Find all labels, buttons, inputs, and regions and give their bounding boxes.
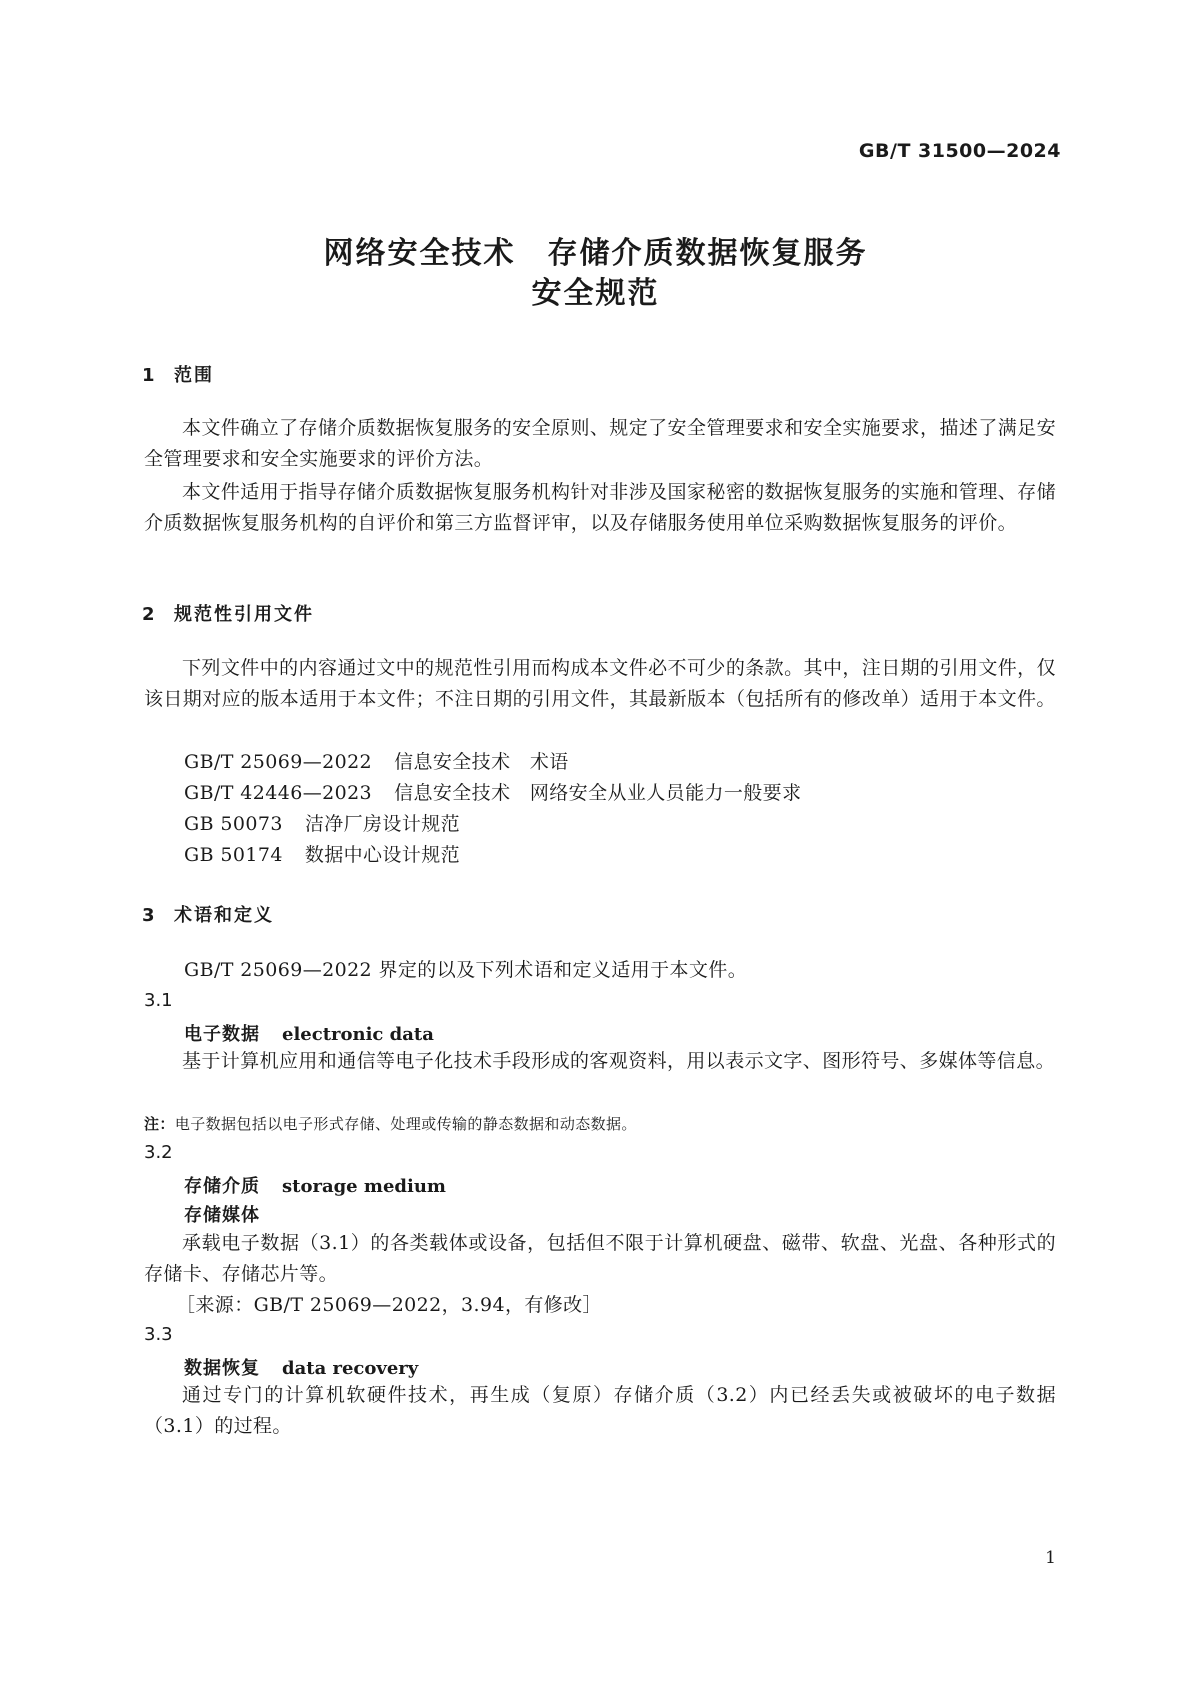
reference-item bbox=[184, 809, 460, 836]
section-3-intro: GB/T 25069—2022 界定的以及下列术语和定义适用于本文件。 bbox=[184, 959, 748, 981]
clause-number: 3.3 bbox=[144, 1324, 173, 1345]
reference-title: 洁净厂房设计规范 bbox=[304, 813, 461, 835]
section-1-paragraph-1: 本文件确立了存储介质数据恢复服务的安全原则、规定了安全管理要求和安全实施要求，描述了满足安全管理要求和安全实施要求的评价方法。 bbox=[144, 417, 1056, 470]
term-en: electronic data bbox=[282, 1024, 434, 1045]
term-note bbox=[144, 1113, 637, 1134]
reference-title: 数据中心设计规范 bbox=[304, 844, 461, 866]
standard-code: GB/T 31500—2024 bbox=[858, 140, 1061, 162]
term-source: ［来源：GB/T 25069—2022，3.94，有修改］ bbox=[176, 1294, 602, 1316]
term-definition: 基于计算机应用和通信等电子化技术手段形成的客观资料，用以表示文字、图形符号、多媒体等信息。 bbox=[182, 1050, 1056, 1072]
section-3-title: 术语和定义 bbox=[174, 905, 274, 926]
reference-code: GB/T 42446—2023 bbox=[184, 782, 373, 804]
section-3-number: 3 bbox=[142, 905, 157, 926]
clause-number: 3.1 bbox=[144, 990, 173, 1011]
section-2-intro: 下列文件中的内容通过文中的规范性引用而构成本文件必不可少的条款。其中，注日期的引用文件，仅该日期对应的版本适用于本文件；不注日期的引用文件，其最新版本（包括所有的修改单）适用于本文件。 bbox=[144, 657, 1056, 710]
clause-number: 3.2 bbox=[144, 1142, 173, 1163]
reference-code: GB 50073 bbox=[184, 813, 283, 835]
reference-item bbox=[184, 778, 801, 805]
document-title-line-1: 网络安全技术 存储介质数据恢复服务 bbox=[323, 236, 868, 271]
term-entry bbox=[184, 1020, 434, 1046]
term-alternative: 存储媒体 bbox=[184, 1205, 260, 1226]
section-1-heading bbox=[142, 361, 214, 387]
term-zh: 电子数据 bbox=[184, 1024, 260, 1045]
term-entry bbox=[184, 1172, 446, 1198]
term-zh: 数据恢复 bbox=[184, 1358, 260, 1379]
section-2-heading bbox=[142, 600, 314, 626]
reference-title: 信息安全技术 术语 bbox=[394, 751, 569, 773]
reference-code: GB/T 25069—2022 bbox=[184, 751, 373, 773]
section-1-paragraph-2: 本文件适用于指导存储介质数据恢复服务机构针对非涉及国家秘密的数据恢复服务的实施和管理、存储介质数据恢复服务机构的自评价和第三方监督评审，以及存储服务使用单位采购数据恢复服务的评价。 bbox=[144, 481, 1056, 534]
reference-item bbox=[184, 840, 460, 867]
term-zh: 存储介质 bbox=[184, 1176, 260, 1197]
term-definition: 承载电子数据（3.1）的各类载体或设备，包括但不限于计算机硬盘、磁带、软盘、光盘、各种形式的存储卡、存储芯片等。 bbox=[144, 1232, 1056, 1285]
document-title-line-2: 安全规范 bbox=[531, 276, 660, 311]
section-2-title: 规范性引用文件 bbox=[174, 604, 314, 625]
section-2-number: 2 bbox=[142, 604, 157, 625]
note-label: 注： bbox=[144, 1115, 175, 1133]
page-number: 1 bbox=[1045, 1548, 1056, 1568]
reference-code: GB 50174 bbox=[184, 844, 283, 866]
term-entry bbox=[184, 1354, 418, 1380]
term-en: data recovery bbox=[282, 1358, 419, 1379]
section-3-heading bbox=[142, 901, 274, 927]
term-en: storage medium bbox=[282, 1176, 446, 1197]
reference-title: 信息安全技术 网络安全从业人员能力一般要求 bbox=[394, 782, 802, 804]
term-definition: 通过专门的计算机软硬件技术，再生成（复原）存储介质（3.2）内已经丢失或被破坏的电子数据（3.1）的过程。 bbox=[144, 1384, 1056, 1437]
section-1-number: 1 bbox=[142, 365, 157, 386]
section-1-title: 范围 bbox=[174, 365, 214, 386]
note-text: 电子数据包括以电子形式存储、处理或传输的静态数据和动态数据。 bbox=[174, 1115, 637, 1133]
reference-item bbox=[184, 747, 569, 774]
